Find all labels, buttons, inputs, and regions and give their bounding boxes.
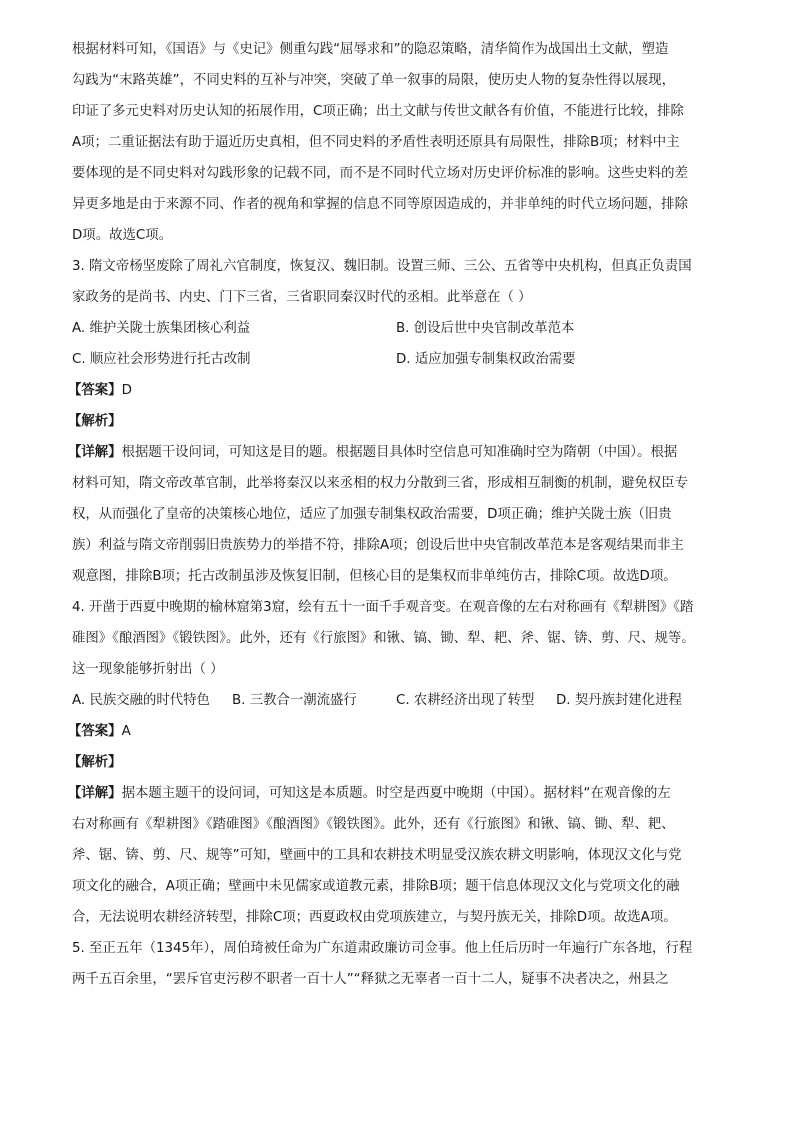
option-c: C. 农耕经济出现了转型 (396, 693, 535, 708)
answer-tag: 【答案】 (68, 383, 122, 398)
detail-line: 斧、锯、锛、剪、尺、规等”可知，壁画中的工具和农耕技术明显受汉族农耕文明影响，体现汉文化与党 (72, 848, 682, 863)
detail-line: 【详解】根据题干设问词，可知这是目的题。根据题目具体时空信息可知准确时空为隋朝（中国）。根据 (68, 445, 678, 460)
analysis-tag: 【解析】 (68, 755, 122, 770)
detail-line: 右对称画有《犁耕图》《踏碓图》《酿酒图》《锻铁图》。此外，还有《行旅图》和锹、镐、锄、犁、耙、 (72, 817, 675, 832)
question-stem: 这一现象能够折射出（ ） (72, 662, 224, 677)
text-line: A项；二重证据法有助于逼近历史真相，但不同史料的矛盾性表明还原具有局限性，排除B项；材料中主 (72, 135, 680, 150)
detail-line: 【详解】据本题主题干的设问词，可知这是本质题。时空是西夏中晚期（中国）。据材料“在观音像的左 (68, 786, 671, 801)
question-stem: 5. 至正五年（1345年），周伯琦被任命为广东道肃政廉访司佥事。他上任后历时一年遍行广东各地，行程 (72, 941, 693, 956)
detail-tag: 【详解】 (68, 445, 122, 460)
text-line: 印证了多元史料对历史认知的拓展作用，C项正确；出土文献与传世文献各有价值，不能进行比较，排除 (72, 104, 684, 119)
option-d: D. 契丹族封建化进程 (556, 693, 682, 708)
question-stem: 碓图》《酿酒图》《锻铁图》。此外，还有《行旅图》和锹、镐、锄、犁、耙、斧、锯、锛、剪、尺、规等。 (72, 631, 695, 646)
detail-line: 合，无法说明农耕经济转型，排除C项；西夏政权由党项族建立，与契丹族无关，排除D项。故选A项。 (72, 910, 677, 925)
answer-value: A (121, 724, 131, 739)
option-b: B. 三教合一潮流盛行 (232, 693, 357, 708)
detail-tag: 【详解】 (68, 786, 122, 801)
option-a: A. 民族交融的时代特色 (72, 693, 210, 708)
question-stem: 4. 开凿于西夏中晚期的榆林窟第3窟，绘有五十一面千手观音变。在观音像的左右对称画有《犁耕图》《踏 (72, 600, 694, 615)
detail-line: 权，从而强化了皇帝的决策核心地位，适应了加强专制集权政治需要，D项正确；维护关陇士族（旧贵 (72, 507, 672, 522)
detail-line: 观意图，排除B项；托古改制虽涉及恢复旧制，但核心目的是集权而非单纯仿古，排除C项。故选D项。 (72, 569, 677, 584)
question-stem: 3. 隋文帝杨坚废除了周礼六官制度，恢复汉、魏旧制。设置三师、三公、五省等中央机构，但真正负责国 (72, 259, 692, 274)
text-line: D项。故选C项。 (72, 228, 173, 243)
answer-row (68, 722, 131, 742)
text-line: 要体现的是不同史料对勾践形象的记载不同，而不是不同时代立场对历史评价标准的影响。这些史料的差 (72, 166, 688, 181)
option-b: B. 创设后世中央官制改革范本 (396, 321, 575, 336)
analysis-tag: 【解析】 (68, 414, 122, 429)
text-line: 异更多地是由于来源不同、作者的视角和掌握的信息不同等原因造成的，并非单纯的时代立场问题，排除 (72, 197, 688, 212)
detail-line: 材料可知，隋文帝改革官制，此举将秦汉以来丞相的权力分散到三省，形成相互制衡的机制，避免权臣专 (72, 476, 688, 491)
option-a: A. 维护关陇士族集团核心利益 (72, 321, 251, 336)
option-d: D. 适应加强专制集权政治需要 (396, 352, 576, 367)
text-line: 勾践为“末路英雄”，不同史料的互补与冲突，突破了单一叙事的局限，使历史人物的复杂性得以展现， (72, 73, 676, 88)
question-stem: 家政务的是尚书、内史、门下三省，三省职同秦汉时代的丞相。此举意在（ ） (72, 290, 532, 305)
option-c: C. 顺应社会形势进行托古改制 (72, 352, 251, 367)
answer-tag: 【答案】 (68, 724, 122, 739)
detail-line: 项文化的融合，A项正确；壁画中未见儒家或道教元素，排除B项；题干信息体现汉文化与党项文化的融 (72, 879, 680, 894)
detail-line: 族）利益与隋文帝削弱旧贵族势力的举措不符，排除A项；创设后世中央官制改革范本是客观结果而非主 (72, 538, 684, 553)
answer-value: D (121, 383, 132, 398)
text-line: 根据材料可知，《国语》与《史记》侧重勾践“屈辱求和”的隐忍策略，清华简作为战国出土文献，塑造 (72, 42, 669, 57)
answer-row (68, 381, 132, 401)
question-stem: 两千五百余里，“罢斥官吏污秽不职者一百十人”“释狱之无辜者一百十二人，疑事不决者决之，州县之 (72, 972, 669, 987)
